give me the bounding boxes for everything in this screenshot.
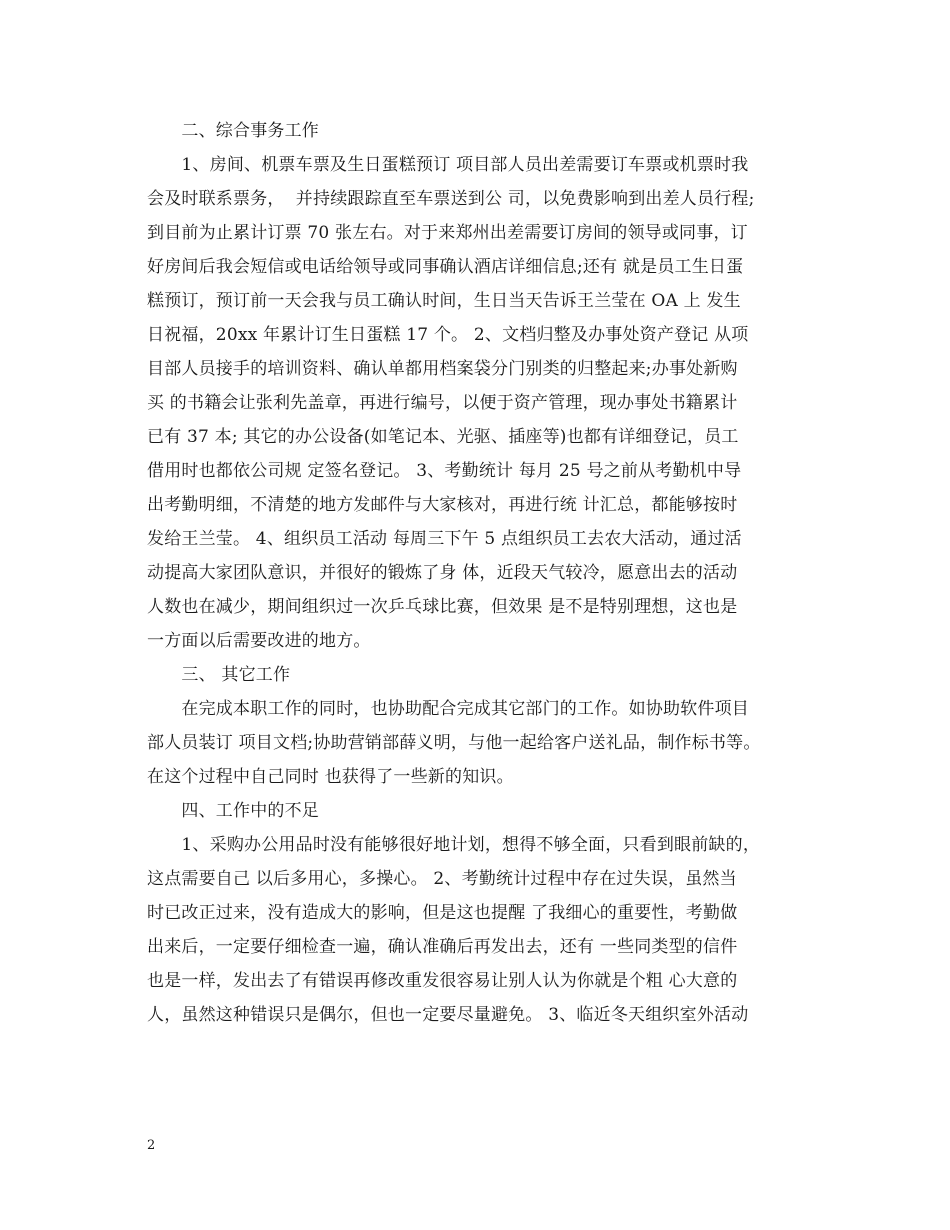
section-heading-general-affairs: 二、综合事务工作 <box>147 121 319 141</box>
paragraph-line: 出来后，一定要仔细检查一遍，确认准确后再发出去，还有 一些同类型的信件 <box>147 937 738 957</box>
paragraph-line: 也是一样，发出去了有错误再修改重发很容易让别人认为你就是个粗 心大意的 <box>147 971 738 991</box>
paragraph-line: 部人员装订 项目文档;协助营销部薛义明，与他一起给客户送礼品，制作标书等。 <box>147 733 761 753</box>
paragraph-line: 时已改正过来，没有造成大的影响，但是这也提醒 了我细心的重要性，考勤做 <box>147 903 738 923</box>
section-heading-shortcomings: 四、工作中的不足 <box>147 801 319 821</box>
paragraph-line: 买 的书籍会让张利先盖章，再进行编号，以便于资产管理，现办事处书籍累计 <box>147 393 738 413</box>
paragraph-line: 已有 37 本; 其它的办公设备(如笔记本、光驱、插座等)也都有详细登记，员工 <box>147 427 739 447</box>
paragraph-line: 这点需要自己 以后多用心，多操心。 2、考勤统计过程中存在过失误，虽然当 <box>147 869 737 889</box>
paragraph-line: 人数也在减少，期间组织过一次乒乓球比赛，但效果 是不是特别理想，这也是 <box>147 597 738 617</box>
paragraph-line: 好房间后我会短信或电话给领导或同事确认酒店详细信息;还有 就是员工生日蛋 <box>147 257 744 277</box>
paragraph-line: 动提高大家团队意识，并很好的锻炼了身 体，近段天气较冷，愿意出去的活动 <box>147 563 738 583</box>
paragraph-line: 糕预订，预订前一天会我与员工确认时间，生日当天告诉王兰莹在 OA 上 发生 <box>147 291 741 311</box>
paragraph-line: 人，虽然这种错误只是偶尔，但也一定要尽量避免。 3、临近冬天组织室外活动 <box>147 1005 749 1025</box>
paragraph-line: 一方面以后需要改进的地方。 <box>147 631 371 651</box>
paragraph-line: 到目前为止累计订票 70 张左右。对于来郑州出差需要订房间的领导或同事，订 <box>147 223 748 243</box>
paragraph-line: 目部人员接手的培训资料、确认单都用档案袋分门别类的归整起来;办事处新购 <box>147 359 738 379</box>
paragraph-line: 日祝福，20xx 年累计订生日蛋糕 17 个。 2、文档归整及办事处资产登记 从项 <box>147 325 749 345</box>
paragraph-line: 1、房间、机票车票及生日蛋糕预订 项目部人员出差需要订车票或机票时我 <box>147 155 749 175</box>
paragraph-line: 发给王兰莹。 4、组织员工活动 每周三下午 5 点组织员工去农大活动，通过活 <box>147 529 742 549</box>
section-heading-other-work: 三、 其它工作 <box>147 665 291 685</box>
paragraph-line: 会及时联系票务， 并持续跟踪直至车票送到公 司，以免费影响到出差人员行程; <box>147 189 755 209</box>
paragraph-line: 出考勤明细，不清楚的地方发邮件与大家核对，再进行统 计汇总，都能够按时 <box>147 495 738 515</box>
paragraph-line: 1、采购办公用品时没有能够很好地计划，想得不够全面，只看到眼前缺的， <box>147 835 761 855</box>
paragraph-line: 借用时也都依公司规 定签名登记。 3、考勤统计 每月 25 号之前从考勤机中导 <box>147 461 742 481</box>
page-number: 2 <box>147 1138 156 1153</box>
paragraph-line: 在这个过程中自己同时 也获得了一些新的知识。 <box>147 767 514 787</box>
paragraph-line: 在完成本职工作的同时，也协助配合完成其它部门的工作。如协助软件项目 <box>147 699 749 719</box>
